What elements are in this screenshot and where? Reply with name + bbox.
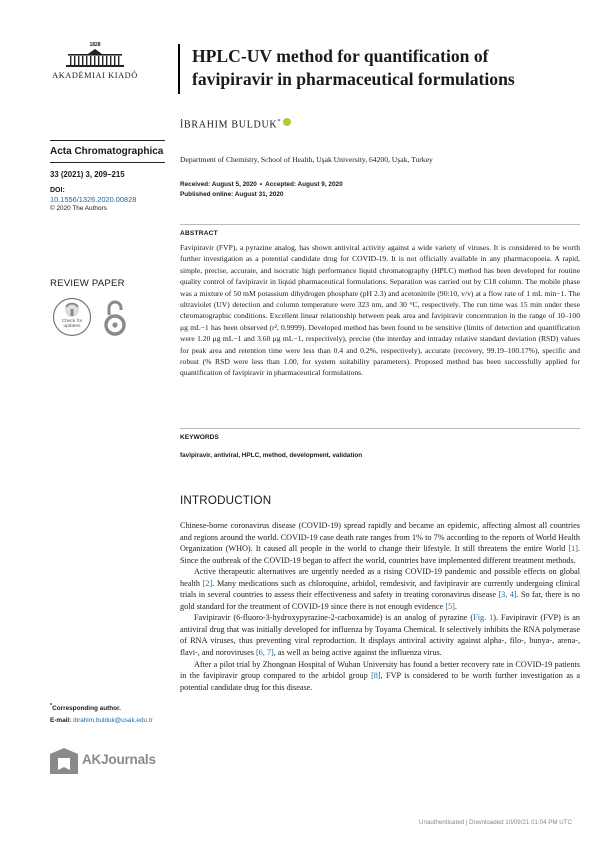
journal-info [50, 140, 165, 212]
article-dates [180, 180, 343, 199]
author-line [180, 118, 291, 130]
check-updates-line1: Check for [61, 319, 83, 324]
akjournals-name: AKJournals [82, 752, 156, 767]
intro-paragraph: Chinese-borne coronavirus disease (COVID-19) spread rapidly and became an epidemic, affecting almost all countries and regions around the world. COVID-19 case death rate ranges from 1% to 7% according to the reports of World Health Organization (WHO). It caused all people in the world to change their lifestyle. It still threatens the entire World [1]. Since the outbreak of the COVID-19 began to affect the world, countries have implemented different treatment methods. [180, 521, 580, 565]
corr-title: Corresponding author. [52, 705, 121, 713]
academy-building-icon [64, 49, 126, 69]
keywords-rule [180, 428, 580, 429]
published-date: Published online: August 31, 2020 [180, 190, 284, 198]
akjournals-logo [50, 748, 170, 774]
intro-paragraph: Favipiravir (6-fluoro-3-hydroxypyrazine-2-carboxamide) is an analog of pyrazine (Fig. 1). Favipiravir (FVP) is an antiviral drug that was initially developed for influenza by Toyama Chemical. It selectively inhibits the RNA polymerase of RNA viruses, thus preventing viral reproduction. It displays antiviral activity against alpha-, filo-, bunya-, arena-, flavi-, and noroviruses [6, 7], as well as being active against the influenza virus. [180, 613, 580, 658]
citation-link[interactable]: [5] [445, 601, 455, 611]
publisher-year: 1828 [89, 42, 101, 48]
author-email-link[interactable]: ibrahim.bulduk@usak.edu.tr [73, 717, 153, 725]
author-mark: * [277, 118, 282, 125]
received-date: Received: August 5, 2020 [180, 181, 257, 188]
journal-name: Acta Chromatographica [50, 146, 164, 157]
download-footer: Unauthenticated | Downloaded 10/09/21 01:04 PM UTC [419, 819, 572, 826]
open-access-lock-icon [104, 297, 126, 337]
accepted-date: Accepted: August 9, 2020 [265, 181, 343, 188]
copyright: © 2020 The Authors [50, 205, 107, 212]
title-rule [178, 44, 180, 94]
citation-link[interactable]: [1] [568, 544, 578, 554]
publisher-logo [50, 42, 140, 90]
journal-volume: 33 (2021) 3, 209–215 [50, 170, 125, 179]
email-label: E-mail: [50, 717, 72, 725]
intro-paragraph: Active therapeutic alternatives are urgently needed as a rising COVID-19 pandemic and possible effects on global health [2]. Many medications such as chloroquine, arbidol, remdesivir, and favipiravir are currently undergoing clinical trials in several countries to assess their effectiveness and safety in treating coronavirus disease [3, 4]. So far, there is no gold standard for the treatment of COVID-19 since there is not enough evidence [5]. [180, 567, 581, 611]
check-for-updates-icon [52, 297, 92, 337]
check-updates-line2: updates [63, 324, 81, 330]
orcid-icon[interactable] [283, 118, 291, 126]
citation-link[interactable]: [3, 4] [498, 590, 517, 600]
affiliation: Department of Chemistry, School of Health, Uşak University, 64200, Uşak, Turkey [180, 155, 433, 164]
akjournals-mark-icon [50, 748, 78, 774]
doi-label: DOI: [50, 187, 65, 194]
keywords-list: favipiravir, antiviral, HPLC, method, development, validation [180, 452, 363, 459]
citation-link[interactable]: [8] [371, 671, 381, 681]
article-type: REVIEW PAPER [50, 278, 125, 289]
abstract-heading: ABSTRACT [180, 230, 218, 237]
correspondence-note [50, 703, 180, 724]
citation-link[interactable]: [6, 7] [255, 648, 274, 658]
abstract-text: Favipiravir (FVP), a pyrazine analog, has shown antiviral activity against a wide variety of viruses. It is considered to be worth further investigation as a potential candidate drug for COVID-19. It is not officially available in any pharmacopoeia. A rapid, simple, precise, accurate, and isocratic high performance liquid chromatography (HPLC) method has been developed for routine quality control of favipiravir in liquid pharmaceutical formulations. Separation was carried out by C18 column. The mobile phase was a mixture of 50 mM potassium dihydrogen phosphate (pH 2.3) and acetonitrile (90:10, v/v) at a flow rate of 1 mL min−1. The ultraviolet (UV) detection and column temperature were 323 nm, and 30 °C, respectively. The run time was 15 min under these chromatographic conditions. Excellent linear relationship between peak area and favipiravir concentration in the range of 10–100 μg mL−1 has been observed (r², 0.9999). Developed method has been found to be sensitive (limits of detection and quantification were 1.20 μg mL−1 and 3.60 μg mL−1, respectively), precise (the interday and intraday relative standard deviation (RSD) values for peak area and retention time were less than 0.4 and 0.2%, respectively), accurate (recovery, 99.19–100.17%), specific and robust (% RSD were less than 1.00, for system suitability parameters). Proposed method has been successfully applied for quantification of favipiravir in pharmaceutical formulations. [180, 243, 580, 378]
keywords-heading: KEYWORDS [180, 434, 219, 441]
citation-link[interactable]: [2] [202, 578, 213, 588]
intro-paragraph: After a pilot trial by Zhongnan Hospital of Wuhan University has found a better recovery rate in COVID-19 patients in the favipiravir group compared to the arbidol group [8], FVP is considered to be worth further investigation as a potential candidate drug for this disease. [180, 659, 580, 692]
date-separator: • [259, 181, 263, 188]
check-for-updates-button[interactable] [52, 297, 92, 337]
abstract-rule [180, 224, 580, 225]
article-title: HPLC-UV method for quantification of favipiravir in pharmaceutical formulations [192, 46, 515, 89]
introduction-heading: INTRODUCTION [180, 494, 272, 507]
author-name: İBRAHIM BULDUK [180, 119, 278, 131]
introduction-text [180, 520, 580, 693]
doi-link[interactable]: 10.1556/1326.2020.00828 [50, 195, 137, 204]
corr-mark: * [50, 703, 53, 709]
figure-link[interactable]: Fig. 1 [473, 613, 494, 623]
publisher-name: AKADÉMIAI KIADÓ [52, 71, 138, 80]
